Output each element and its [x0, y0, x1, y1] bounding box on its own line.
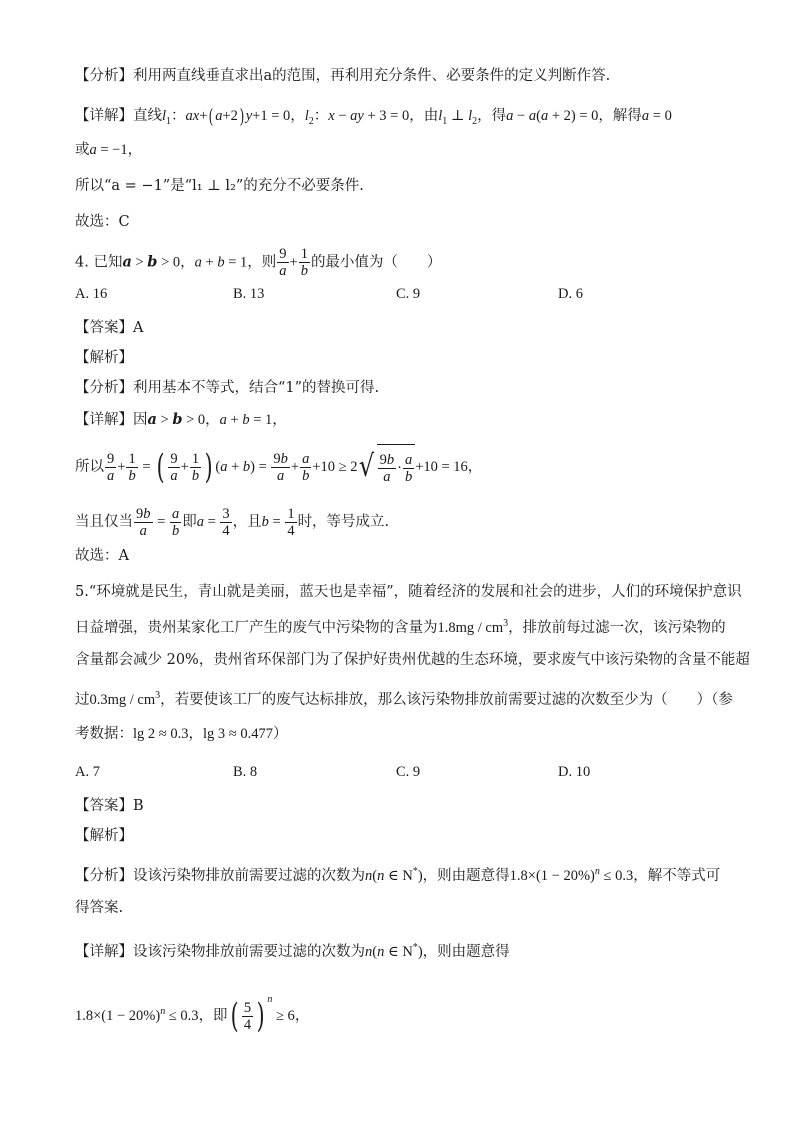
q5-stem-line1: 5.“环境就是民生，青山就是美丽，蓝天也是幸福”，随着经济的发展和社会的进步，人们的环境保护意识: [75, 584, 742, 600]
q4-derivation: 所以 $\frac{9}{a}$ + $\frac{1}{b}$ = ( $\frac{9}{a}$ + $\frac{1}{b}$ ) (a + b) = $\frac{9b}{a}$ + $\frac{a}{b}$ +10 ≥ 2√ $\frac{9b}{a}$ · $\frac{a}{b}$ +10 = 16，: [75, 444, 734, 490]
q5-analysis: 【分析】设该污染物排放前需要过滤的次数为n(n ∈ N*)，则由题意得$1.8\times(1 - 20\%)^n \le 0.3$，解不等式可: [75, 866, 721, 884]
q4-stem: 4. 已知a > b > 0，a + b = 1，则 $\frac{9}{a}$ + $\frac{1}{b}$ 的最小值为（ ）: [75, 246, 442, 279]
q5-option-c: C. 9: [396, 764, 421, 780]
q5-option-d: D. 10: [558, 764, 591, 780]
q3-detail-line: 【详解】直线$l_1$：ax+( a+2) y+1 = 0，$l_2$：x − ay + 3 = 0，由$l_1$ ⊥ $l_2$，得a − a(a + 2) = 0，解得a = 0: [75, 104, 672, 128]
q5-detail: 【详解】设该污染物排放前需要过滤的次数为n(n ∈ N*)，则由题意得: [75, 942, 510, 960]
q5-stem-line5: 考数据：lg 2 ≈ 0.3，lg 3 ≈ 0.477）: [75, 726, 288, 742]
q3-analysis: 【分析】利用两直线垂直求出a的范围，再利用充分条件、必要条件的定义判断作答.: [75, 68, 611, 84]
q4-option-c: C. 9: [396, 286, 421, 302]
q5-inequality: $1.8\times(1 - 20\%)^n \le 0.3$，即( $\frac{5}{4}$ ) $^n$ ≥ 6，: [75, 994, 310, 1036]
q5-option-b: B. 8: [233, 764, 258, 780]
q4-option-a: A. 16: [75, 286, 108, 302]
q4-choice: 故选：A: [75, 548, 129, 564]
q5-option-a: A. 7: [75, 764, 100, 780]
q4-option-b: B. 13: [233, 286, 265, 302]
q5-stem-line2: 日益增强，贵州某家化工厂产生的废气中污染物的含量为$1.8mg / cm^3$，排放前每过滤一次，该污染物的: [75, 618, 726, 636]
q5-stem-line3: 含量都会减少 20%，贵州省环保部门为了保护好贵州优越的生态环境，要求废气中该污染物的含量不能超: [75, 652, 750, 668]
q3-detail-or: 或a = −1，: [75, 142, 143, 158]
q5-answer: 【答案】B: [75, 798, 144, 814]
q4-answer: 【答案】A: [75, 320, 144, 336]
q4-analysis: 【分析】利用基本不等式，结合“1”的替换可得.: [75, 380, 380, 396]
q5-analysis-line2: 得答案.: [75, 900, 124, 916]
q3-conclusion: 所以“a = −1”是“l₁ ⊥ l₂”的充分不必要条件.: [75, 178, 364, 194]
q5-jiexi: 【解析】: [75, 828, 133, 844]
q4-detail: 【详解】因a > b > 0，a + b = 1，: [75, 411, 287, 428]
q3-choice: 故选：C: [75, 214, 130, 230]
q4-option-d: D. 6: [558, 286, 583, 302]
q4-equality: 当且仅当 $\frac{9b}{a}$ = $\frac{a}{b}$ 即a = $\frac{3}{4}$ ，且b = $\frac{1}{4}$ 时，等号成立.: [75, 505, 390, 539]
q4-jiexi: 【解析】: [75, 350, 133, 366]
q5-stem-line4: 过$0.3mg / cm^3$，若要使该工厂的废气达标排放，那么该污染物排放前需要过滤的次数至少为（ ）（参: [75, 690, 733, 708]
